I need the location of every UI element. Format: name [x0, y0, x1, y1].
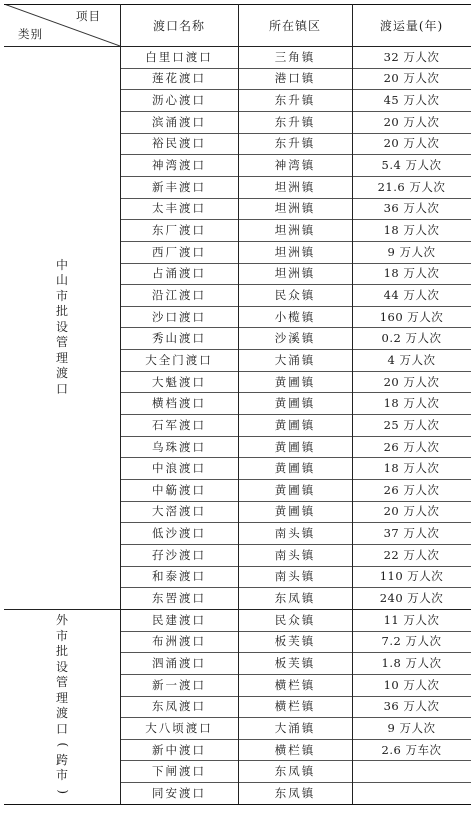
ferry-name-cell: 秀山渡口 — [152, 331, 206, 346]
town-cell: 大涌镇 — [274, 720, 316, 735]
column-divider — [120, 4, 121, 804]
town-cell: 板芙镇 — [274, 656, 316, 670]
volume-cell: 26 万人次 — [383, 482, 440, 497]
volume-cell: 110 万人次 — [379, 569, 444, 584]
header-corner-category: 类别 — [18, 27, 43, 41]
volume-cell: 2.6 万车次 — [381, 742, 442, 757]
ferry-name-cell: 白里口渡口 — [145, 49, 213, 64]
town-cell: 南头镇 — [274, 526, 316, 541]
header-ferry-name: 渡口名称 — [152, 18, 205, 33]
volume-cell: 18 万人次 — [383, 396, 440, 411]
category-label-char: 设 — [55, 319, 68, 334]
volume-cell: 11 万人次 — [383, 612, 440, 627]
volume-cell: 20 万人次 — [383, 114, 440, 129]
town-cell: 港口镇 — [274, 71, 316, 86]
ferry-name-cell: 沥心渡口 — [152, 93, 206, 108]
ferry-name-cell: 大滘渡口 — [152, 504, 206, 519]
town-cell: 黄圃镇 — [274, 482, 316, 497]
town-cell: 坦洲镇 — [274, 201, 316, 216]
volume-cell: 32 万人次 — [383, 49, 440, 64]
town-cell: 坦洲镇 — [274, 266, 316, 281]
ferry-name-cell: 石军渡口 — [152, 417, 206, 432]
ferry-name-cell: 东厂渡口 — [152, 223, 206, 237]
category-label-char: 理 — [55, 690, 68, 705]
ferry-name-cell: 滨涌渡口 — [152, 114, 206, 129]
volume-cell: 45 万人次 — [383, 93, 440, 108]
ferry-name-cell: 布洲渡口 — [152, 634, 206, 649]
volume-cell: 22 万人次 — [383, 547, 440, 562]
category-label-char: 口 — [55, 381, 68, 396]
column-divider — [238, 4, 239, 804]
ferry-name-cell: 大全门渡口 — [145, 352, 213, 367]
town-cell: 东升镇 — [274, 93, 316, 108]
ferry-name-cell: 沙口渡口 — [152, 309, 206, 324]
town-cell: 东凤镇 — [274, 764, 316, 779]
ferry-name-cell: 新丰渡口 — [152, 179, 206, 194]
town-cell: 坦洲镇 — [274, 244, 316, 259]
volume-cell: 20 万人次 — [383, 71, 440, 86]
volume-cell: 18 万人次 — [383, 223, 440, 237]
volume-cell: 160 万人次 — [379, 309, 444, 324]
town-cell: 黄圃镇 — [274, 374, 316, 389]
ferry-name-cell: 和泰渡口 — [152, 569, 206, 584]
volume-cell: 25 万人次 — [383, 417, 440, 432]
town-cell: 东凤镇 — [274, 785, 316, 800]
category-label-char: 批 — [55, 644, 68, 659]
ferry-name-cell: 中浪渡口 — [152, 461, 206, 476]
town-cell: 南头镇 — [274, 547, 316, 562]
town-cell: 黄圃镇 — [274, 439, 316, 454]
volume-cell: 26 万人次 — [383, 439, 440, 454]
category-label-char: 理 — [55, 350, 68, 365]
volume-cell: 9 万人次 — [387, 720, 436, 735]
town-cell: 坦洲镇 — [274, 179, 316, 194]
town-cell: 黄圃镇 — [274, 461, 316, 476]
category-zhongshan-approved — [51, 258, 73, 398]
ferry-name-cell: 横档渡口 — [152, 396, 206, 411]
category-label-char: ( — [55, 742, 70, 748]
town-cell: 横栏镇 — [274, 742, 316, 757]
ferry-name-cell: 中簕渡口 — [152, 482, 206, 497]
volume-cell: 10 万人次 — [383, 677, 440, 692]
volume-cell: 44 万人次 — [383, 287, 440, 302]
category-label-char: 跨 — [55, 752, 68, 767]
volume-cell: 1.8 万人次 — [381, 656, 442, 670]
volume-cell: 36 万人次 — [383, 201, 440, 216]
ferry-name-cell: 东凤渡口 — [152, 699, 206, 714]
category-label-char: 市 — [55, 628, 68, 643]
town-cell: 民众镇 — [274, 612, 316, 627]
volume-cell: 0.2 万人次 — [381, 331, 442, 346]
town-cell: 三角镇 — [274, 49, 316, 64]
ferry-name-cell: 莲花渡口 — [152, 71, 206, 86]
town-cell: 大涌镇 — [274, 352, 316, 367]
ferry-name-cell: 孖沙渡口 — [152, 547, 206, 562]
ferry-name-cell: 神湾渡口 — [152, 158, 206, 173]
ferry-name-cell: 泗涌渡口 — [152, 656, 206, 670]
volume-cell — [352, 760, 471, 782]
ferry-name-cell: 裕民渡口 — [152, 136, 206, 151]
volume-cell: 36 万人次 — [383, 699, 440, 714]
ferry-name-cell: 大八顷渡口 — [145, 720, 213, 735]
town-cell: 黄圃镇 — [274, 417, 316, 432]
ferry-name-cell: 低沙渡口 — [152, 526, 206, 541]
volume-cell: 20 万人次 — [383, 504, 440, 519]
volume-cell: 21.6 万人次 — [377, 179, 446, 194]
header-town: 所在镇区 — [268, 18, 321, 33]
ferry-name-cell: 乌珠渡口 — [152, 439, 206, 454]
row-divider — [4, 804, 471, 805]
category-label-char: 渡 — [55, 366, 68, 381]
town-cell: 横栏镇 — [274, 677, 316, 692]
town-cell: 神湾镇 — [274, 158, 316, 173]
ferry-name-cell: 下闸渡口 — [152, 764, 206, 779]
town-cell: 横栏镇 — [274, 699, 316, 714]
ferry-name-cell: 东罟渡口 — [152, 591, 206, 606]
category-label-char: 山 — [55, 273, 68, 288]
ferry-name-cell: 新中渡口 — [152, 742, 206, 757]
volume-cell: 7.2 万人次 — [381, 634, 442, 649]
ferry-name-cell: 民建渡口 — [152, 612, 206, 627]
town-cell: 沙溪镇 — [274, 331, 316, 346]
header-volume: 渡运量(年) — [379, 18, 444, 33]
category-label-char: 外 — [55, 613, 68, 628]
ferry-name-cell: 沿江渡口 — [152, 287, 206, 302]
volume-cell: 240 万人次 — [379, 591, 444, 606]
town-cell: 小榄镇 — [274, 309, 316, 324]
category-label-char: 管 — [55, 335, 68, 350]
column-divider — [352, 4, 353, 804]
category-external-approved — [51, 613, 73, 799]
category-label-char: 市 — [55, 768, 68, 783]
town-cell: 东升镇 — [274, 114, 316, 129]
volume-cell: 20 万人次 — [383, 374, 440, 389]
ferry-name-cell: 占涌渡口 — [152, 266, 206, 281]
category-label-char: 口 — [55, 721, 68, 736]
category-label-char: 中 — [55, 257, 68, 272]
category-label-char: 设 — [55, 659, 68, 674]
town-cell: 南头镇 — [274, 569, 316, 584]
category-label-char: 渡 — [55, 706, 68, 721]
ferry-table — [4, 4, 471, 804]
volume-cell: 9 万人次 — [387, 244, 436, 259]
volume-cell: 37 万人次 — [383, 526, 440, 541]
ferry-name-cell: 同安渡口 — [152, 785, 206, 800]
category-label-char: ) — [55, 789, 70, 794]
town-cell: 黄圃镇 — [274, 504, 316, 519]
volume-cell: 4 万人次 — [387, 352, 436, 367]
ferry-name-cell: 太丰渡口 — [152, 201, 206, 216]
town-cell: 黄圃镇 — [274, 396, 316, 411]
volume-cell: 18 万人次 — [383, 461, 440, 476]
volume-cell: 18 万人次 — [383, 266, 440, 281]
ferry-name-cell: 大魁渡口 — [152, 374, 206, 389]
town-cell: 板芙镇 — [274, 634, 316, 649]
ferry-name-cell: 新一渡口 — [152, 677, 206, 692]
volume-cell — [352, 782, 471, 804]
category-label-char: 批 — [55, 304, 68, 319]
town-cell: 坦洲镇 — [274, 223, 316, 237]
volume-cell: 20 万人次 — [383, 136, 440, 151]
ferry-name-cell: 西厂渡口 — [152, 244, 206, 259]
town-cell: 东凤镇 — [274, 591, 316, 606]
volume-cell: 5.4 万人次 — [381, 158, 442, 173]
category-label-char: 市 — [55, 288, 68, 303]
town-cell: 东升镇 — [274, 136, 316, 151]
header-corner-item: 项目 — [76, 9, 101, 23]
category-label-char: 管 — [55, 675, 68, 690]
town-cell: 民众镇 — [274, 287, 316, 302]
